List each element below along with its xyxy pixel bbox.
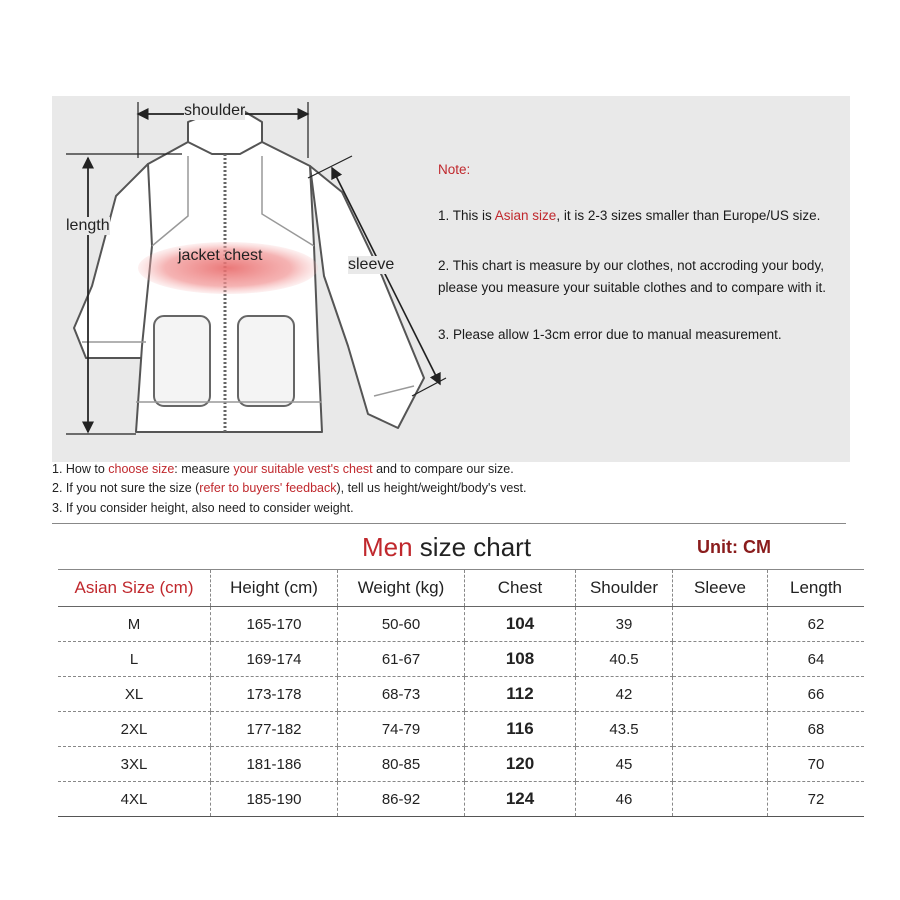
cell-length: 62: [768, 607, 865, 642]
unit-label: Unit: CM: [697, 537, 771, 557]
divider: [52, 523, 846, 524]
cell-chest: 120: [465, 747, 576, 782]
sleeve-label: sleeve: [348, 256, 395, 273]
table-row: [58, 747, 864, 782]
cell-length: 70: [768, 747, 865, 782]
cell-shoulder: 40.5: [576, 642, 673, 677]
note-line-3: 3. Please allow 1-3cm error due to manual measurement.: [438, 327, 782, 342]
jacket-illustration: [52, 96, 850, 462]
how-to-line-3: 3. If you consider height, also need to consider weight.: [52, 501, 354, 515]
cell-weight: 86-92: [338, 782, 465, 817]
size-chart-header: [0, 528, 900, 568]
col-weight: Weight (kg): [338, 570, 465, 607]
table-row: [58, 677, 864, 712]
cell-chest: 104: [465, 607, 576, 642]
cell-sleeve: [673, 747, 768, 782]
cell-length: 66: [768, 677, 865, 712]
cell-length: 68: [768, 712, 865, 747]
cell-shoulder: 45: [576, 747, 673, 782]
cell-length: 64: [768, 642, 865, 677]
cell-shoulder: 39: [576, 607, 673, 642]
length-label: length: [66, 217, 110, 234]
col-length: Length: [768, 570, 865, 607]
table-row: [58, 607, 864, 642]
col-height: Height (cm): [211, 570, 338, 607]
cell-height: 165-170: [211, 607, 338, 642]
note-line-2b: please you measure your suitable clothes and to compare with it.: [438, 280, 826, 295]
cell-sleeve: [673, 607, 768, 642]
size-table: [58, 569, 864, 817]
chart-title: Men size chart: [362, 532, 532, 562]
cell-size: 2XL: [58, 712, 211, 747]
cell-sleeve: [673, 782, 768, 817]
cell-height: 173-178: [211, 677, 338, 712]
cell-sleeve: [673, 642, 768, 677]
cell-height: 185-190: [211, 782, 338, 817]
cell-sleeve: [673, 677, 768, 712]
cell-chest: 108: [465, 642, 576, 677]
cell-size: L: [58, 642, 211, 677]
cell-size: XL: [58, 677, 211, 712]
table-row: [58, 712, 864, 747]
cell-height: 181-186: [211, 747, 338, 782]
how-to-line-1: 1. How to choose size: measure your suitable vest's chest and to compare our size.: [52, 462, 514, 476]
shoulder-label: shoulder: [184, 102, 246, 119]
note-line-1: 1. This is Asian size, it is 2-3 sizes smaller than Europe/US size.: [438, 208, 821, 223]
col-asian-size: Asian Size (cm): [58, 570, 211, 607]
cell-weight: 68-73: [338, 677, 465, 712]
cell-weight: 74-79: [338, 712, 465, 747]
col-shoulder: Shoulder: [576, 570, 673, 607]
cell-shoulder: 42: [576, 677, 673, 712]
table-header-row: [58, 570, 864, 607]
cell-shoulder: 46: [576, 782, 673, 817]
cell-height: 177-182: [211, 712, 338, 747]
how-to-line-2: 2. If you not sure the size (refer to buyers' feedback), tell us height/weight/body's vest.: [52, 481, 527, 495]
cell-length: 72: [768, 782, 865, 817]
note-heading: Note:: [438, 162, 471, 177]
cell-shoulder: 43.5: [576, 712, 673, 747]
note-line-2a: 2. This chart is measure by our clothes, not accroding your body,: [438, 258, 824, 273]
cell-size: 4XL: [58, 782, 211, 817]
col-sleeve: Sleeve: [673, 570, 768, 607]
cell-height: 169-174: [211, 642, 338, 677]
table-row: [58, 782, 864, 817]
cell-chest: 116: [465, 712, 576, 747]
cell-sleeve: [673, 712, 768, 747]
cell-weight: 80-85: [338, 747, 465, 782]
cell-chest: 112: [465, 677, 576, 712]
col-chest: Chest: [465, 570, 576, 607]
table-row: [58, 642, 864, 677]
cell-weight: 61-67: [338, 642, 465, 677]
cell-weight: 50-60: [338, 607, 465, 642]
jacket-diagram: [52, 96, 850, 462]
jacket-chest-label: jacket chest: [178, 247, 263, 264]
cell-chest: 124: [465, 782, 576, 817]
cell-size: 3XL: [58, 747, 211, 782]
cell-size: M: [58, 607, 211, 642]
